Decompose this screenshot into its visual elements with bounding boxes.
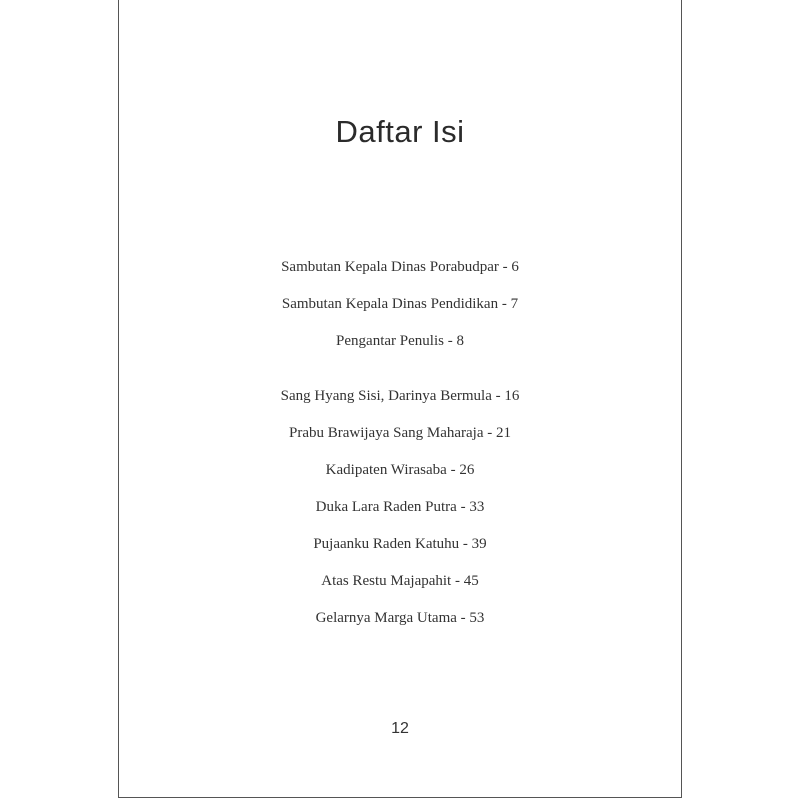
toc-entry: Kadipaten Wirasaba - 26 xyxy=(325,462,475,478)
toc-entry: Sambutan Kepala Dinas Pendidikan - 7 xyxy=(281,296,519,312)
toc-entry: Sang Hyang Sisi, Darinya Bermula - 16 xyxy=(280,388,520,404)
toc-entry: Pengantar Penulis - 8 xyxy=(336,333,464,349)
toc-entry: Atas Restu Majapahit - 45 xyxy=(321,573,479,589)
toc-entry: Duka Lara Raden Putra - 33 xyxy=(315,499,485,515)
toc-entry: Pujaanku Raden Katuhu - 39 xyxy=(313,536,487,552)
book-page xyxy=(118,0,682,798)
toc-entry: Gelarnya Marga Utama - 53 xyxy=(315,610,485,626)
toc-entry: Prabu Brawijaya Sang Maharaja - 21 xyxy=(288,425,511,441)
toc-entry: Sambutan Kepala Dinas Porabudpar - 6 xyxy=(281,259,519,275)
page-title: Daftar Isi xyxy=(335,114,465,149)
page-number: 12 xyxy=(391,720,409,737)
